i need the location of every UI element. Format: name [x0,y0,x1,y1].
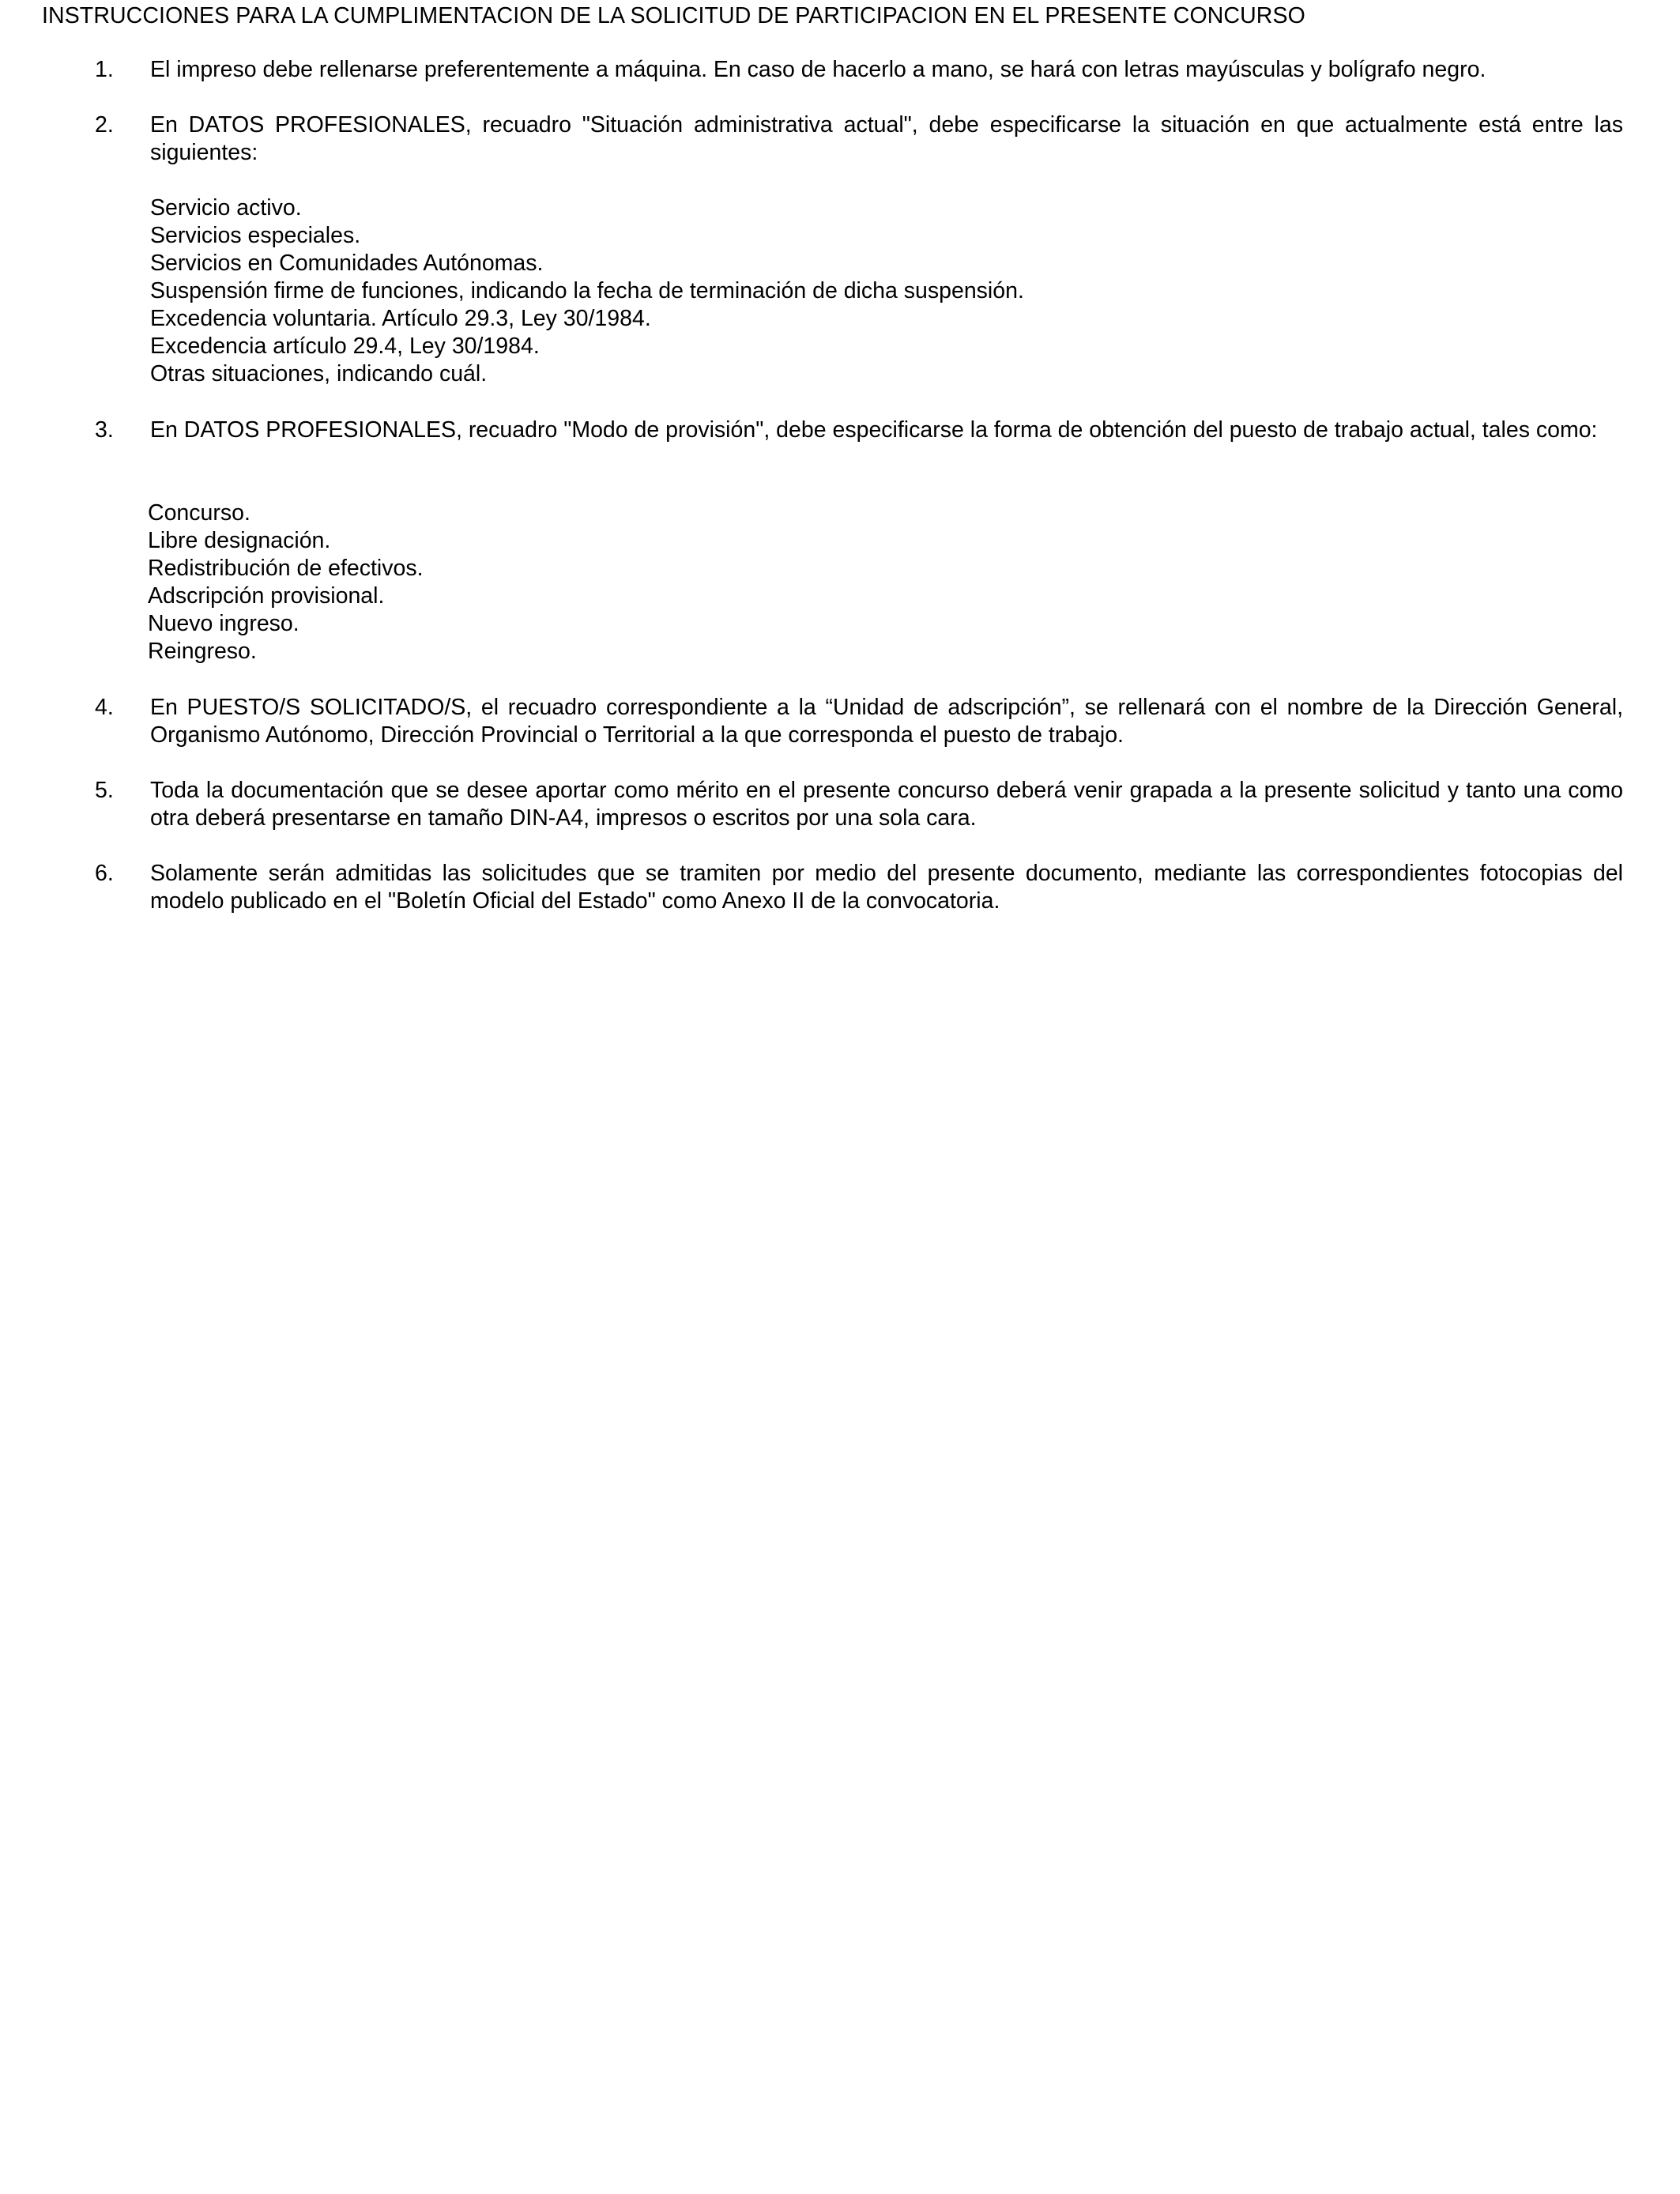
item-number: 1. [95,57,114,82]
item-text: Solamente serán admitidas las solicitudes que se tramiten por medio del presente documento, mediante las correspondientes fotocopias del modelo publicado en el "Boletín Oficial del Estado" como Anexo II de la convocatoria. [150,861,1623,914]
list-item: Adscripción provisional. [148,583,385,609]
item-text: Toda la documentación que se desee aportar como mérito en el presente concurso deberá venir grapada a la presente solicitud y tanto una como otra deberá presentarse en tamaño DIN-A4, impresos o escritos por una sola cara. [150,778,1623,831]
list-item: Suspensión firme de funciones, indicando la fecha de terminación de dicha suspensión. [150,278,1024,303]
list-item: Servicio activo. [150,195,302,221]
administrative-situation-list [150,194,1024,388]
list-item: Servicios en Comunidades Autónomas. [150,251,544,276]
list-item: Libre designación. [148,528,331,553]
document-title: INSTRUCCIONES PARA LA CUMPLIMENTACION DE LA SOLICITUD DE PARTICIPACION EN EL PRESENTE CONCURSO [42,3,1305,28]
list-item: Concurso. [148,500,250,526]
item-number: 5. [95,778,114,803]
list-item: Excedencia artículo 29.4, Ley 30/1984. [150,334,540,359]
item-text: En PUESTO/S SOLICITADO/S, el recuadro correspondiente a la “Unidad de adscripción”, se rellenará con el nombre de la Dirección General, Organismo Autónomo, Dirección Provincial o Territorial a la que corresponda el puesto de trabajo. [150,695,1623,748]
list-item: Reingreso. [148,639,257,664]
list-item: Redistribución de efectivos. [148,556,424,581]
list-item: Nuevo ingreso. [148,611,299,636]
item-text: En DATOS PROFESIONALES, recuadro "Modo de provisión", debe especificarse la forma de obtención del puesto de trabajo actual, tales como: [150,417,1598,443]
item-text: En DATOS PROFESIONALES, recuadro "Situación administrativa actual", debe especificarse la situación en que actualmente está entre las siguientes: [150,112,1623,165]
item-number: 4. [95,695,114,720]
item-number: 6. [95,861,114,886]
list-item: Servicios especiales. [150,223,361,248]
item-number: 3. [95,417,114,443]
list-item: Otras situaciones, indicando cuál. [150,361,488,386]
list-item: Excedencia voluntaria. Artículo 29.3, Ley 30/1984. [150,306,651,331]
item-number: 2. [95,112,114,138]
provision-mode-list [148,499,424,665]
item-text: El impreso debe rellenarse preferentemente a máquina. En caso de hacerlo a mano, se hará con letras mayúsculas y bolígrafo negro. [150,57,1486,82]
